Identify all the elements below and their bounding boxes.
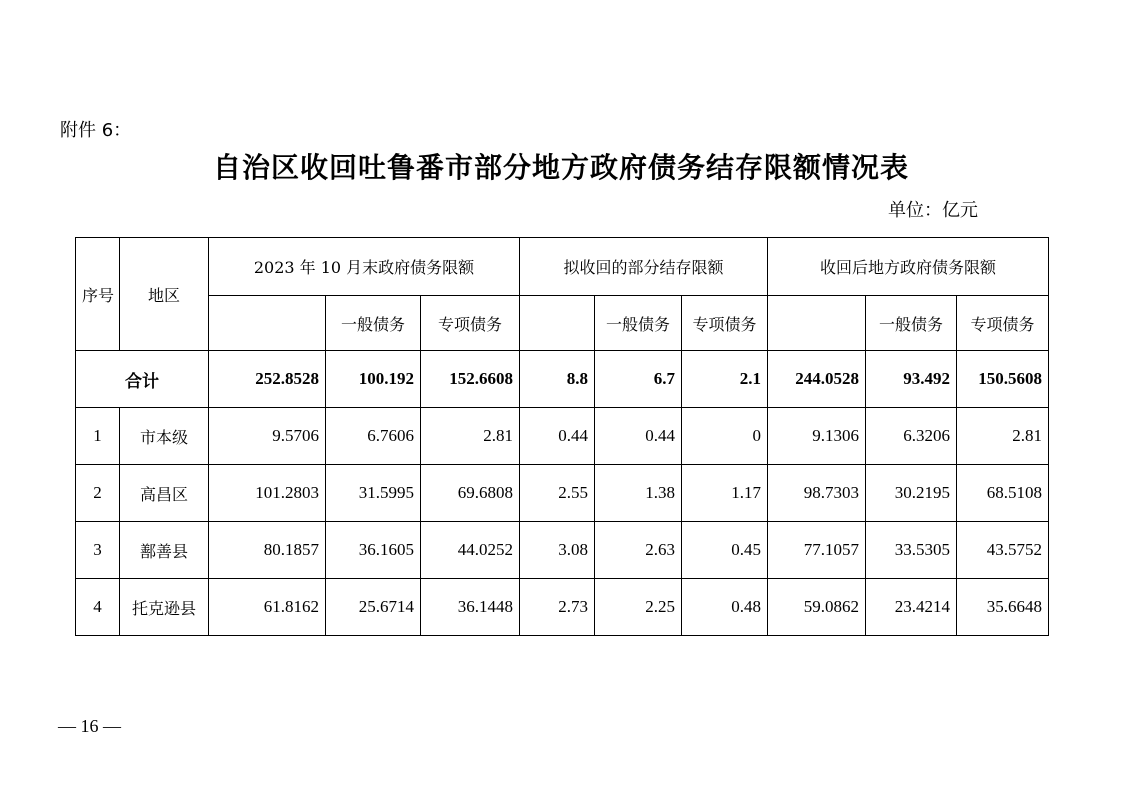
table-cell: 30.2195 [866, 465, 957, 522]
table-cell: 25.6714 [326, 579, 421, 636]
row-region: 市本级 [120, 408, 209, 465]
total-cell: 8.8 [520, 351, 595, 408]
attachment-label: 附件 6： [60, 120, 132, 141]
table-row [76, 522, 1049, 579]
row-index: 3 [76, 522, 120, 579]
header-special-debt: 专项债务 [682, 296, 768, 351]
table-cell: 31.5995 [326, 465, 421, 522]
row-index: 2 [76, 465, 120, 522]
table-cell: 43.5752 [957, 522, 1049, 579]
header-blank-cell [209, 296, 326, 351]
table-cell: 6.7606 [326, 408, 421, 465]
header-group-recovered: 拟收回的部分结存限额 [520, 238, 768, 296]
table-cell: 61.8162 [209, 579, 326, 636]
header-group-after-recovery: 收回后地方政府债务限额 [768, 238, 1049, 296]
table-cell: 33.5305 [866, 522, 957, 579]
table-cell: 2.25 [595, 579, 682, 636]
table-cell: 9.5706 [209, 408, 326, 465]
total-row [76, 351, 1049, 408]
total-cell: 93.492 [866, 351, 957, 408]
total-cell: 100.192 [326, 351, 421, 408]
header-special-debt: 专项债务 [957, 296, 1049, 351]
table-cell: 9.1306 [768, 408, 866, 465]
header-blank-cell [768, 296, 866, 351]
table-cell: 68.5108 [957, 465, 1049, 522]
table-cell: 98.7303 [768, 465, 866, 522]
row-region: 托克逊县 [120, 579, 209, 636]
table-cell: 2.81 [957, 408, 1049, 465]
row-region: 高昌区 [120, 465, 209, 522]
table-cell: 1.17 [682, 465, 768, 522]
table-row [76, 465, 1049, 522]
header-group-2023-limit: 2023 年 10 月末政府债务限额 [209, 238, 520, 296]
table-cell: 80.1857 [209, 522, 326, 579]
table-cell: 2.73 [520, 579, 595, 636]
table-cell: 44.0252 [421, 522, 520, 579]
table-cell: 3.08 [520, 522, 595, 579]
row-region: 鄯善县 [120, 522, 209, 579]
total-cell: 152.6608 [421, 351, 520, 408]
table-cell: 77.1057 [768, 522, 866, 579]
table-cell: 36.1605 [326, 522, 421, 579]
table-cell: 0 [682, 408, 768, 465]
header-blank-cell [520, 296, 595, 351]
total-label: 合计 [76, 351, 209, 408]
row-index: 4 [76, 579, 120, 636]
debt-limit-table [75, 237, 1049, 636]
table-cell: 2.81 [421, 408, 520, 465]
table-cell: 36.1448 [421, 579, 520, 636]
table-cell: 101.2803 [209, 465, 326, 522]
total-cell: 6.7 [595, 351, 682, 408]
unit-label: 单位：亿元 [888, 200, 978, 221]
table-cell: 2.63 [595, 522, 682, 579]
total-cell: 150.5608 [957, 351, 1049, 408]
header-general-debt: 一般债务 [866, 296, 957, 351]
table-cell: 0.48 [682, 579, 768, 636]
total-cell: 2.1 [682, 351, 768, 408]
table-cell: 35.6648 [957, 579, 1049, 636]
table-cell: 69.6808 [421, 465, 520, 522]
table-row [76, 408, 1049, 465]
total-cell: 252.8528 [209, 351, 326, 408]
header-row-2 [76, 296, 1049, 351]
header-special-debt: 专项债务 [421, 296, 520, 351]
header-general-debt: 一般债务 [326, 296, 421, 351]
table-cell: 6.3206 [866, 408, 957, 465]
table-row [76, 579, 1049, 636]
table-cell: 0.44 [595, 408, 682, 465]
table-cell: 23.4214 [866, 579, 957, 636]
header-row-1 [76, 238, 1049, 296]
table-cell: 1.38 [595, 465, 682, 522]
header-region: 地区 [120, 238, 209, 351]
table-cell: 0.44 [520, 408, 595, 465]
table-cell: 2.55 [520, 465, 595, 522]
page-title: 自治区收回吐鲁番市部分地方政府债务结存限额情况表 [212, 151, 909, 184]
total-cell: 244.0528 [768, 351, 866, 408]
header-index: 序号 [76, 238, 120, 351]
header-general-debt: 一般债务 [595, 296, 682, 351]
table-cell: 59.0862 [768, 579, 866, 636]
table-cell: 0.45 [682, 522, 768, 579]
row-index: 1 [76, 408, 120, 465]
page-number: — 16 — [58, 716, 121, 736]
